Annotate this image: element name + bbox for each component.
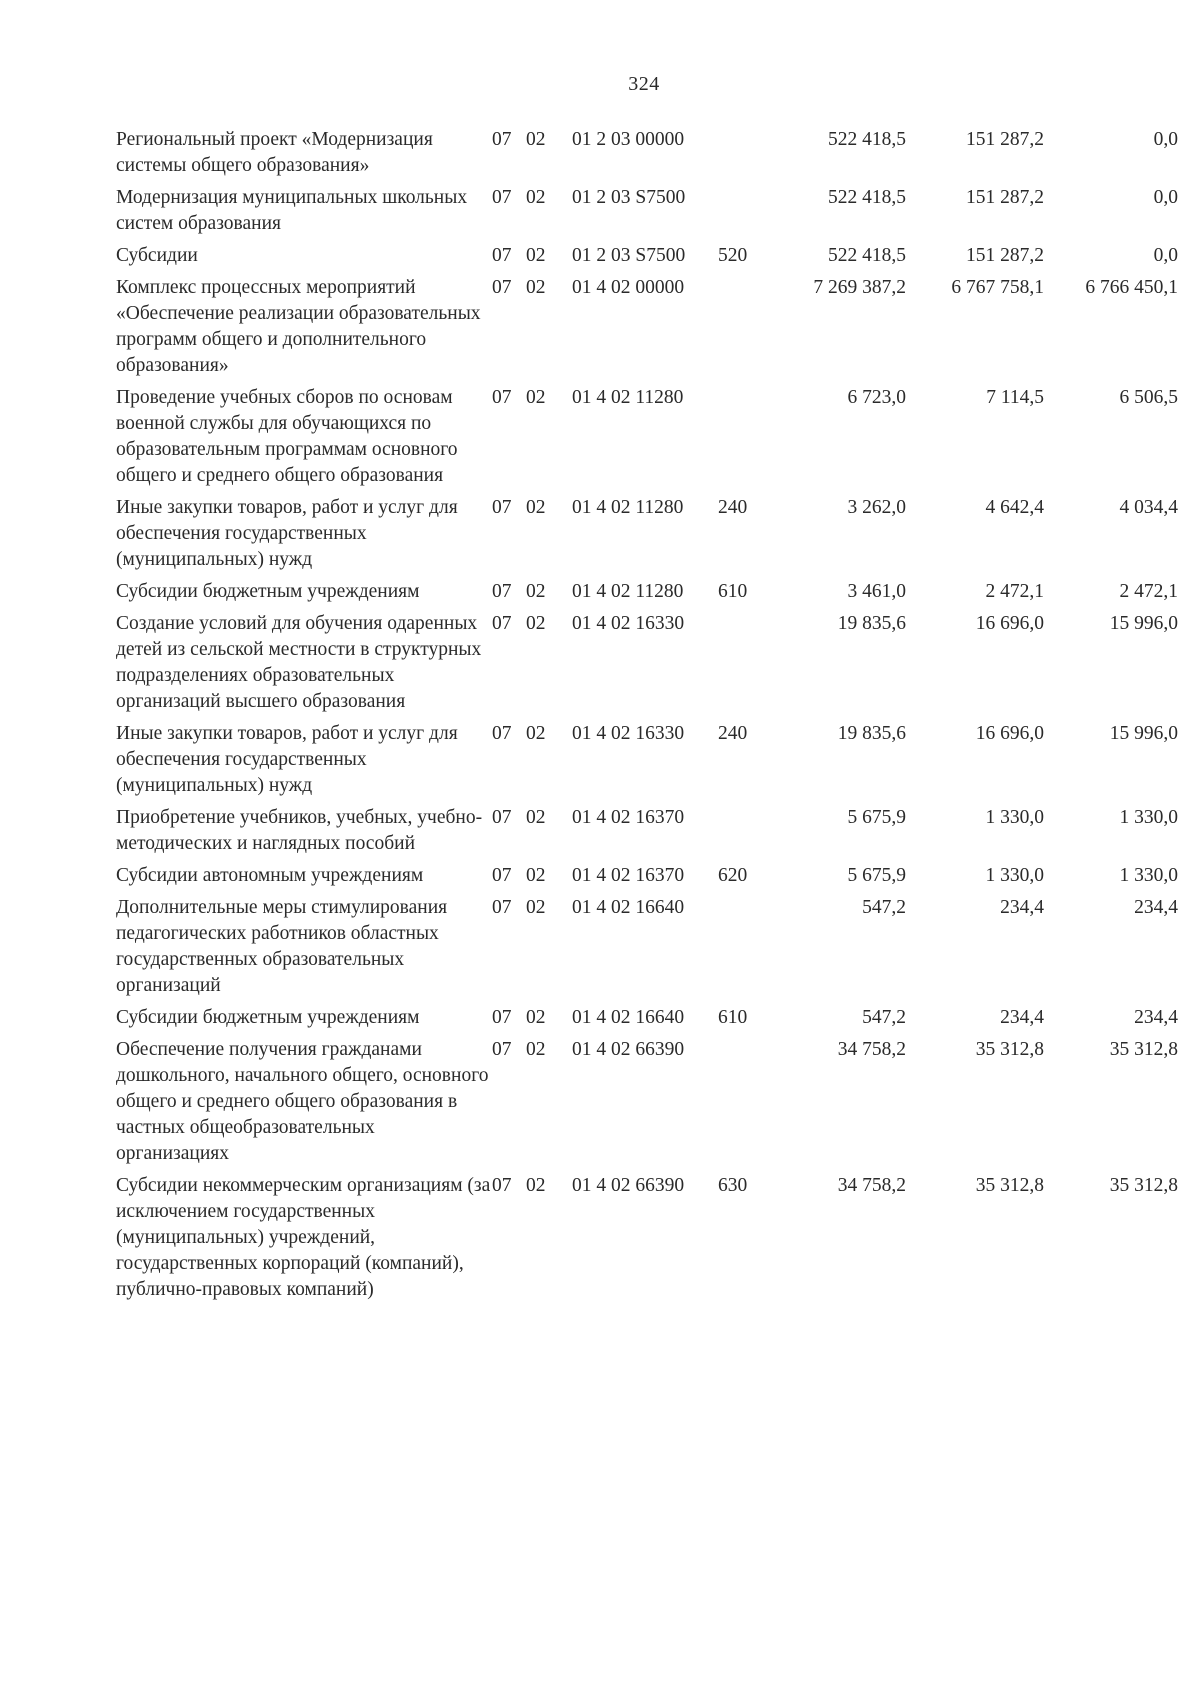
row-section-code: 07	[492, 865, 512, 886]
table-row	[116, 1005, 1178, 1031]
row-amount-year-2: 35 312,8	[975, 1175, 1044, 1196]
row-subsection-code: 02	[526, 613, 546, 634]
row-amount-year-2: 1 330,0	[985, 865, 1044, 886]
row-section-code: 07	[492, 1039, 512, 1060]
row-name: Дополнительные меры стимулирования педагогических работников областных государственных образовательных организаций	[116, 897, 448, 996]
row-amount-year-1: 5 675,9	[847, 865, 906, 886]
row-amount-year-2: 151 287,2	[966, 245, 1044, 266]
table-row	[116, 895, 1178, 999]
row-subsection-code: 02	[526, 807, 546, 828]
row-name: Обеспечение получения гражданами дошкольного, начального общего, основного общего и среднего общего образования в частных общеобразовательных организациях	[116, 1039, 489, 1164]
row-amount-year-1: 522 418,5	[828, 245, 906, 266]
row-name: Субсидии	[116, 245, 198, 266]
table-row	[116, 495, 1178, 573]
row-amount-year-3: 2 472,1	[1119, 581, 1178, 602]
row-expense-type: 240	[718, 723, 748, 744]
row-name: Приобретение учебников, учебных, учебно-методических и наглядных пособий	[116, 807, 483, 854]
row-amount-year-3: 0,0	[1153, 187, 1178, 208]
row-subsection-code: 02	[526, 1175, 546, 1196]
row-amount-year-3: 234,4	[1134, 897, 1178, 918]
row-section-code: 07	[492, 897, 512, 918]
row-amount-year-3: 1 330,0	[1119, 807, 1178, 828]
row-amount-year-1: 34 758,2	[837, 1175, 906, 1196]
row-amount-year-1: 547,2	[862, 1007, 906, 1028]
table-row	[116, 243, 1178, 269]
row-amount-year-2: 4 642,4	[985, 497, 1044, 518]
row-amount-year-2: 7 114,5	[986, 387, 1044, 408]
row-section-code: 07	[492, 807, 512, 828]
row-amount-year-1: 522 418,5	[828, 187, 906, 208]
row-amount-year-1: 19 835,6	[837, 613, 906, 634]
row-expense-type: 630	[718, 1175, 748, 1196]
row-name: Проведение учебных сборов по основам военной службы для обучающихся по образовательным программам основного общего и среднего общего образования	[116, 387, 458, 486]
row-amount-year-2: 2 472,1	[985, 581, 1044, 602]
row-amount-year-3: 35 312,8	[1109, 1175, 1178, 1196]
table-row	[116, 579, 1178, 605]
row-expense-type: 620	[718, 865, 748, 886]
table-row	[116, 275, 1178, 379]
table-row	[116, 721, 1178, 799]
row-amount-year-1: 522 418,5	[828, 129, 906, 150]
row-section-code: 07	[492, 613, 512, 634]
row-target-article: 01 2 03 00000	[572, 129, 685, 150]
row-section-code: 07	[492, 187, 512, 208]
row-target-article: 01 4 02 16330	[572, 613, 685, 634]
table-row	[116, 611, 1178, 715]
row-amount-year-3: 0,0	[1153, 129, 1178, 150]
row-section-code: 07	[492, 497, 512, 518]
row-amount-year-2: 151 287,2	[966, 187, 1044, 208]
row-expense-type: 610	[718, 1007, 748, 1028]
row-amount-year-1: 3 262,0	[847, 497, 906, 518]
row-name: Субсидии некоммерческим организациям (за исключением государственных (муниципальных) учреждений, государственных корпораций (компаний), публично-правовых компаний)	[116, 1175, 491, 1300]
row-target-article: 01 4 02 16640	[572, 1007, 685, 1028]
table-row	[116, 185, 1178, 237]
table-row	[116, 1173, 1178, 1303]
row-subsection-code: 02	[526, 497, 546, 518]
row-section-code: 07	[492, 245, 512, 266]
row-section-code: 07	[492, 129, 512, 150]
row-amount-year-3: 15 996,0	[1109, 723, 1178, 744]
row-expense-type: 610	[718, 581, 748, 602]
row-subsection-code: 02	[526, 865, 546, 886]
row-amount-year-3: 0,0	[1153, 245, 1178, 266]
row-amount-year-2: 35 312,8	[975, 1039, 1044, 1060]
row-name: Региональный проект «Модернизация системы общего образования»	[116, 129, 433, 176]
row-target-article: 01 4 02 11280	[572, 497, 684, 518]
row-target-article: 01 4 02 11280	[572, 387, 684, 408]
table-row	[116, 805, 1178, 857]
row-amount-year-1: 34 758,2	[837, 1039, 906, 1060]
row-section-code: 07	[492, 1175, 512, 1196]
row-section-code: 07	[492, 277, 512, 298]
row-subsection-code: 02	[526, 581, 546, 602]
page-number: 324	[628, 73, 660, 95]
row-name: Создание условий для обучения одаренных детей из сельской местности в структурных подразделениях образовательных организаций высшего образования	[116, 613, 482, 712]
row-target-article: 01 4 02 16330	[572, 723, 685, 744]
row-amount-year-2: 6 767 758,1	[951, 277, 1044, 298]
row-amount-year-3: 35 312,8	[1109, 1039, 1178, 1060]
table-row	[116, 863, 1178, 889]
row-target-article: 01 4 02 00000	[572, 277, 685, 298]
row-section-code: 07	[492, 387, 512, 408]
row-target-article: 01 4 02 11280	[572, 581, 684, 602]
row-amount-year-1: 19 835,6	[837, 723, 906, 744]
row-amount-year-2: 16 696,0	[975, 723, 1044, 744]
row-name: Субсидии автономным учреждениям	[116, 865, 424, 886]
row-target-article: 01 4 02 66390	[572, 1039, 685, 1060]
row-subsection-code: 02	[526, 387, 546, 408]
row-name: Иные закупки товаров, работ и услуг для обеспечения государственных (муниципальных) нужд	[116, 497, 458, 570]
row-name: Модернизация муниципальных школьных систем образования	[116, 187, 468, 234]
row-subsection-code: 02	[526, 1039, 546, 1060]
row-amount-year-1: 5 675,9	[847, 807, 906, 828]
table-row	[116, 385, 1178, 489]
budget-table	[116, 127, 1178, 1309]
row-section-code: 07	[492, 1007, 512, 1028]
row-amount-year-1: 3 461,0	[847, 581, 906, 602]
row-target-article: 01 4 02 16640	[572, 897, 685, 918]
row-subsection-code: 02	[526, 723, 546, 744]
row-amount-year-1: 6 723,0	[847, 387, 906, 408]
row-subsection-code: 02	[526, 129, 546, 150]
row-amount-year-3: 6 766 450,1	[1085, 277, 1178, 298]
row-target-article: 01 4 02 16370	[572, 807, 685, 828]
row-target-article: 01 4 02 66390	[572, 1175, 685, 1196]
row-name: Субсидии бюджетным учреждениям	[116, 1007, 420, 1028]
row-amount-year-2: 234,4	[1000, 897, 1044, 918]
row-amount-year-3: 234,4	[1134, 1007, 1178, 1028]
row-amount-year-2: 234,4	[1000, 1007, 1044, 1028]
row-target-article: 01 4 02 16370	[572, 865, 685, 886]
row-section-code: 07	[492, 581, 512, 602]
row-amount-year-1: 7 269 387,2	[813, 277, 906, 298]
row-amount-year-3: 4 034,4	[1119, 497, 1178, 518]
row-amount-year-3: 15 996,0	[1109, 613, 1178, 634]
table-row	[116, 127, 1178, 179]
row-name: Иные закупки товаров, работ и услуг для обеспечения государственных (муниципальных) нужд	[116, 723, 458, 796]
row-amount-year-1: 547,2	[862, 897, 906, 918]
row-amount-year-3: 1 330,0	[1119, 865, 1178, 886]
row-amount-year-2: 16 696,0	[975, 613, 1044, 634]
row-section-code: 07	[492, 723, 512, 744]
row-amount-year-2: 1 330,0	[985, 807, 1044, 828]
row-subsection-code: 02	[526, 277, 546, 298]
row-amount-year-2: 151 287,2	[966, 129, 1044, 150]
row-subsection-code: 02	[526, 1007, 546, 1028]
row-expense-type: 520	[718, 245, 748, 266]
row-subsection-code: 02	[526, 245, 546, 266]
row-amount-year-3: 6 506,5	[1119, 387, 1178, 408]
row-name: Комплекс процессных мероприятий «Обеспечение реализации образовательных программ общего и дополнительного образования»	[116, 277, 481, 376]
row-name: Субсидии бюджетным учреждениям	[116, 581, 420, 602]
row-target-article: 01 2 03 S7500	[572, 187, 686, 208]
table-row	[116, 1037, 1178, 1167]
row-target-article: 01 2 03 S7500	[572, 245, 686, 266]
row-subsection-code: 02	[526, 187, 546, 208]
row-subsection-code: 02	[526, 897, 546, 918]
row-expense-type: 240	[718, 497, 748, 518]
